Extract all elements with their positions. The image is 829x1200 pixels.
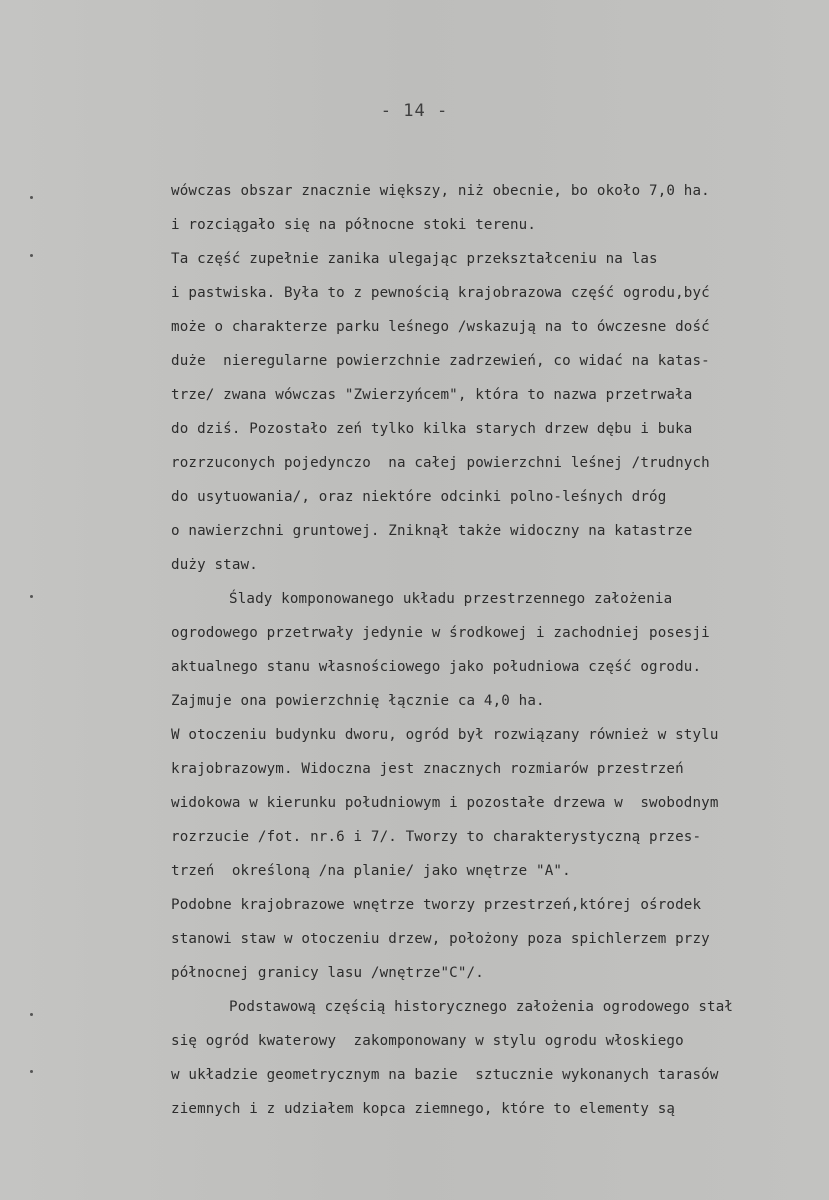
margin-punch-mark <box>30 595 33 598</box>
text-line: rozrzuconych pojedynczo na całej powierzchni leśnej /trudnych <box>171 455 710 471</box>
text-line: do dziś. Pozostało zeń tylko kilka starych drzew dębu i buka <box>171 421 693 437</box>
text-line: ogrodowego przetrwały jedynie w środkowej i zachodniej posesji <box>171 625 710 641</box>
body-text <box>171 174 821 1126</box>
text-line: Podobne krajobrazowe wnętrze tworzy przestrzeń,której ośrodek <box>171 897 702 913</box>
text-line: aktualnego stanu własnościowego jako południowa część ogrodu. <box>171 659 702 675</box>
text-line: rozrzucie /fot. nr.6 i 7/. Tworzy to charakterystyczną przes- <box>171 829 702 845</box>
text-line: Ta część zupełnie zanika ulegając przekształceniu na las <box>171 251 658 267</box>
text-line: Ślady komponowanego układu przestrzennego założenia <box>229 591 673 607</box>
text-line: się ogród kwaterowy zakomponowany w stylu ogrodu włoskiego <box>171 1033 684 1049</box>
margin-punch-mark <box>30 1070 33 1073</box>
text-line: Podstawową częścią historycznego założenia ogrodowego stał <box>229 999 734 1015</box>
text-line: krajobrazowym. Widoczna jest znacznych rozmiarów przestrzeń <box>171 761 684 777</box>
margin-punch-mark <box>30 1013 33 1016</box>
text-line: Zajmuje ona powierzchnię łącznie ca 4,0 ha. <box>171 693 545 709</box>
page-number: - 14 - <box>380 101 449 121</box>
text-line: i pastwiska. Była to z pewnością krajobrazowa część ogrodu,być <box>171 285 710 301</box>
text-line: północnej granicy lasu /wnętrze"C"/. <box>171 965 484 981</box>
text-line: wówczas obszar znacznie większy, niż obecnie, bo około 7,0 ha. <box>171 183 710 199</box>
text-line: trze/ zwana wówczas "Zwierzyńcem", która to nazwa przetrwała <box>171 387 693 403</box>
text-line: o nawierzchni gruntowej. Zniknął także widoczny na katastrze <box>171 523 693 539</box>
text-line: widokowa w kierunku południowym i pozostałe drzewa w swobodnym <box>171 795 719 811</box>
text-line: i rozciągało się na północne stoki terenu. <box>171 217 537 233</box>
text-line: stanowi staw w otoczeniu drzew, położony poza spichlerzem przy <box>171 931 710 947</box>
text-line: duży staw. <box>171 557 258 573</box>
margin-punch-mark <box>30 254 33 257</box>
text-line: ziemnych i z udziałem kopca ziemnego, które to elementy są <box>171 1101 676 1117</box>
margin-punch-mark <box>30 196 33 199</box>
text-line: W otoczeniu budynku dworu, ogród był rozwiązany również w stylu <box>171 727 719 743</box>
text-line: trzeń określoną /na planie/ jako wnętrze "A". <box>171 863 571 879</box>
text-line: może o charakterze parku leśnego /wskazują na to ówczesne dość <box>171 319 710 335</box>
text-line: do usytuowania/, oraz niektóre odcinki polno-leśnych dróg <box>171 489 667 505</box>
text-line: duże nieregularne powierzchnie zadrzewień, co widać na katas- <box>171 353 710 369</box>
text-line: w układzie geometrycznym na bazie sztucznie wykonanych tarasów <box>171 1067 719 1083</box>
